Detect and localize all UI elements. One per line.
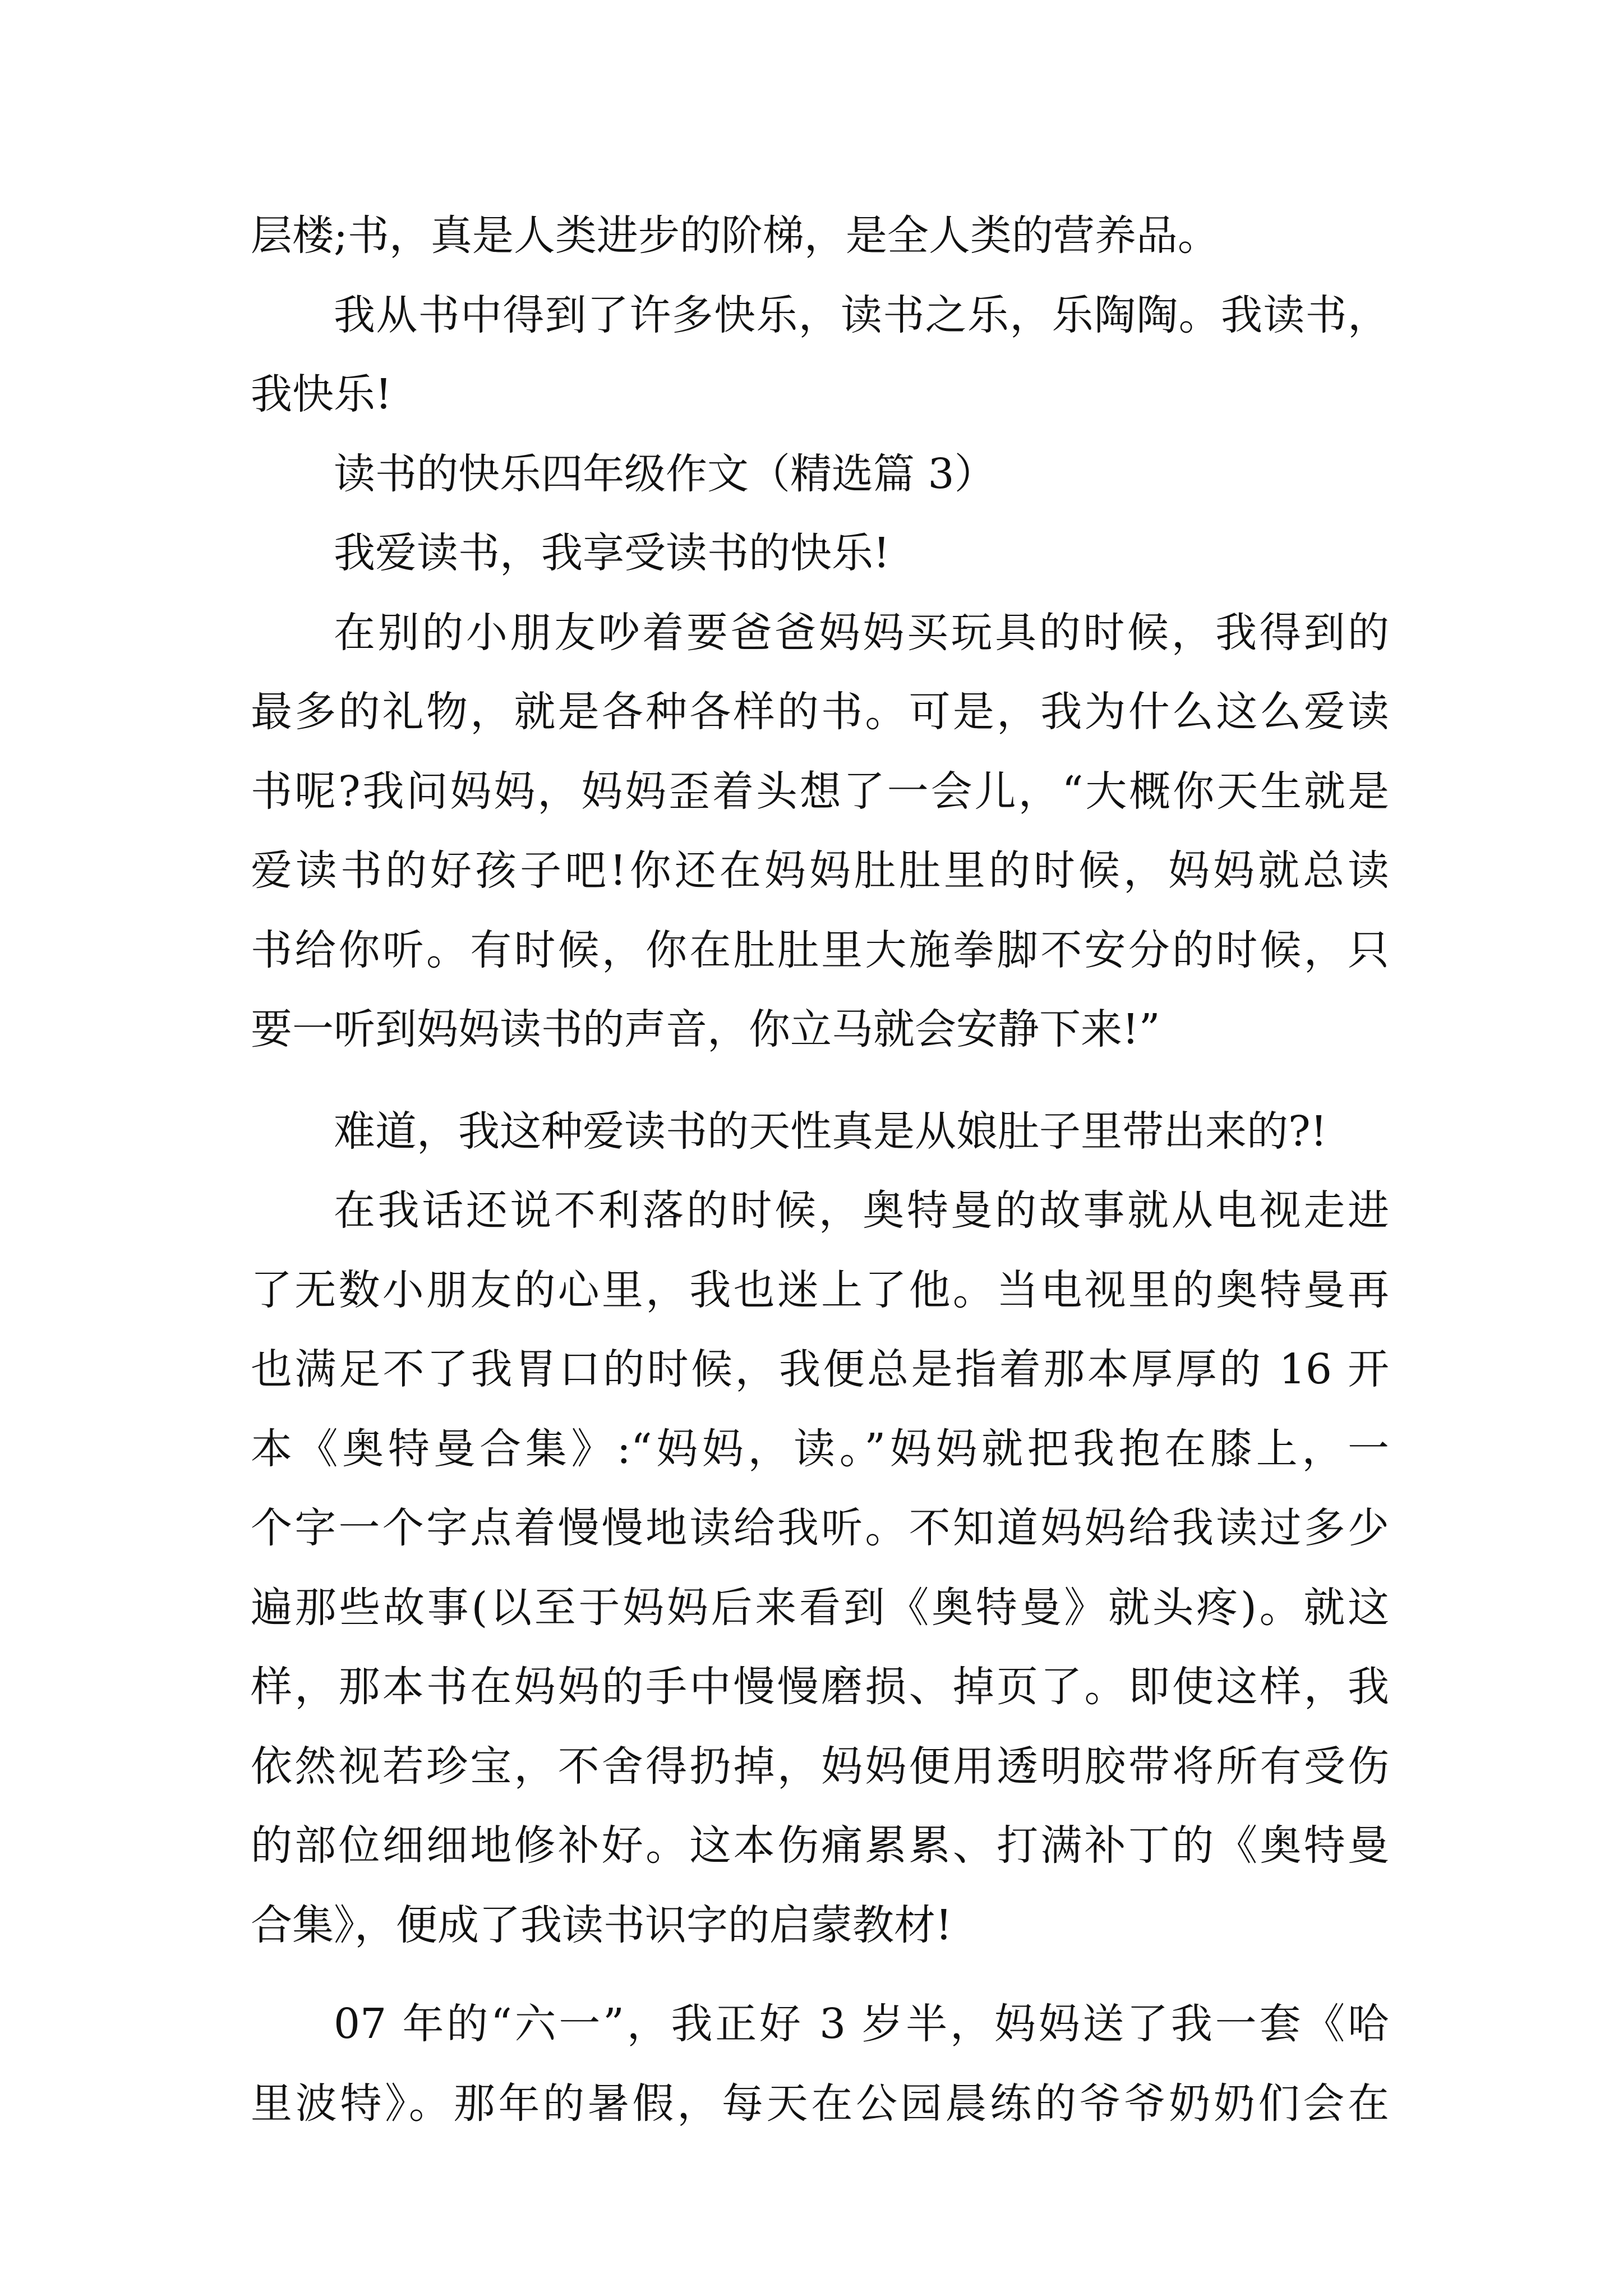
text-line: 的部位细细地修补好。这本伤痛累累、打满补丁的《奥特曼 [251,1821,1389,1870]
text-line: 本《奥特曼合集》:“妈妈，读。”妈妈就把我抱在膝上，一 [251,1424,1389,1473]
paragraph [251,593,1389,1070]
paragraph [251,514,1389,593]
document-body [251,196,1389,2143]
text-line: 个字一个字点着慢慢地读给我听。不知道妈妈给我读过多少 [251,1504,1389,1552]
paragraph [251,1092,1389,1172]
section-heading-text: 读书的快乐四年级作文（精选篇 3） [334,449,996,498]
text-line: 在别的小朋友吵着要爸爸妈妈买玩具的时候，我得到的 [334,608,1389,657]
text-line: 依然视若珍宝，不舍得扔掉，妈妈便用透明胶带将所有受伤 [251,1742,1389,1791]
text-line: 我爱读书，我享受读书的快乐! [334,529,890,577]
text-line: 在我话还说不利落的时候，奥特曼的故事就从电视走进 [334,1186,1389,1235]
text-line: 层楼;书，真是人类进步的阶梯，是全人类的营养品。 [251,211,1219,260]
text-line: 样，那本书在妈妈的手中慢慢磨损、掉页了。即使这样，我 [251,1663,1389,1711]
text-line: 也满足不了我胃口的时候，我便总是指着那本厚厚的 16 开 [251,1345,1389,1393]
paragraph [251,196,1389,276]
text-line: 书呢?我问妈妈，妈妈歪着头想了一会儿，“大概你天生就是 [251,767,1389,816]
text-line: 了无数小朋友的心里，我也迷上了他。当电视里的奥特曼再 [251,1266,1389,1314]
text-line: 我快乐! [251,370,392,418]
text-line: 要一听到妈妈读书的声音，你立马就会安静下来!” [251,1005,1160,1053]
paragraph [251,276,1389,435]
text-line: 书给你听。有时候，你在肚肚里大施拳脚不安分的时候，只 [251,926,1389,974]
text-line: 爱读书的好孩子吧!你还在妈妈肚肚里的时候，妈妈就总读 [251,846,1389,895]
section-heading [251,435,1389,514]
text-line: 我从书中得到了许多快乐，读书之乐，乐陶陶。我读书， [334,291,1389,339]
text-line: 难道，我这种爱读书的天性真是从娘肚子里带出来的?! [334,1107,1327,1156]
text-line: 遍那些故事(以至于妈妈后来看到《奥特曼》就头疼)。就这 [251,1583,1389,1632]
text-line: 里波特》。那年的暑假，每天在公园晨练的爷爷奶奶们会在 [251,2079,1389,2128]
text-line: 合集》，便成了我读书识字的启蒙教材! [251,1901,952,1949]
paragraph [251,1985,1389,2143]
text-line: 最多的礼物，就是各种各样的书。可是，我为什么这么爱读 [251,688,1389,736]
text-line: 07 年的“六一”，我正好 3 岁半，妈妈送了我一套《哈 [334,2000,1389,2048]
paragraph [251,1171,1389,1965]
